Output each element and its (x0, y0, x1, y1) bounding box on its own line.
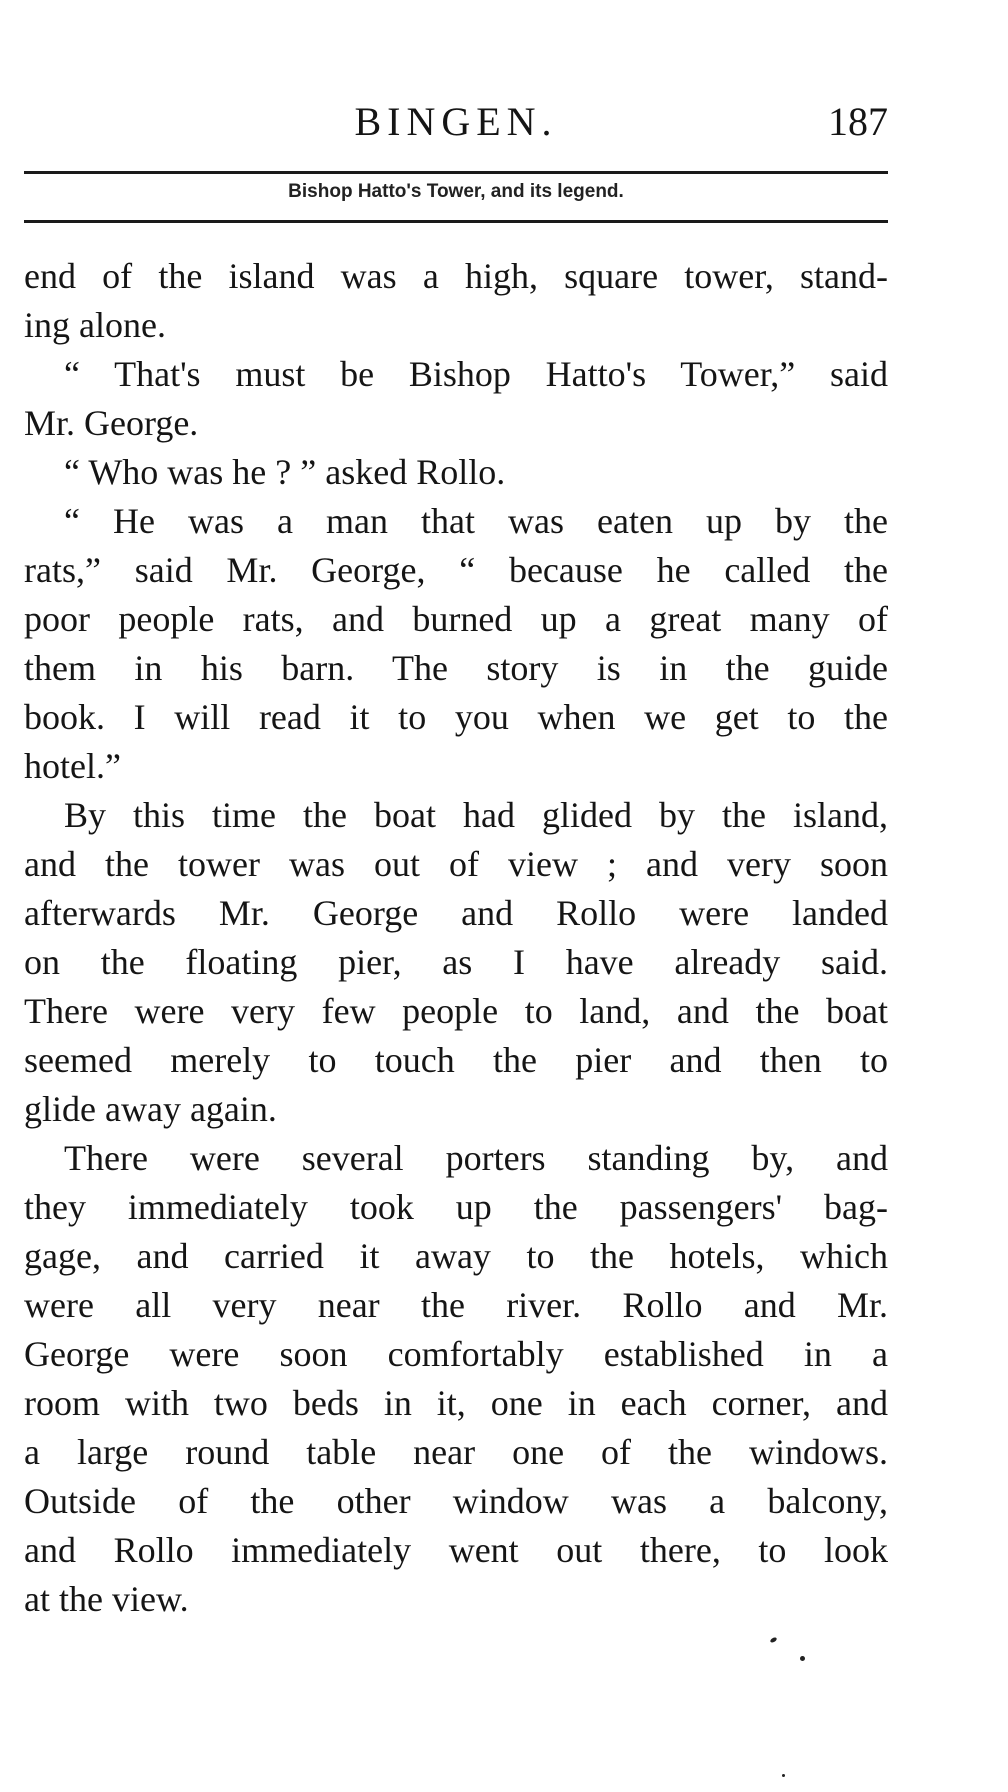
text-line: and Rollo immediately went out there, to look (24, 1530, 888, 1570)
text-line: There were very few people to land, and the boat (24, 991, 888, 1031)
header-rule-top (24, 171, 888, 174)
text-line: they immediately took up the passengers' bag- (24, 1187, 888, 1227)
text-line: afterwards Mr. George and Rollo were landed (24, 893, 888, 933)
text-line: By this time the boat had glided by the island, (64, 795, 888, 835)
page-number: 187 (828, 99, 888, 144)
section-subtitle: Bishop Hatto's Tower, and its legend. (288, 181, 624, 202)
text-line: “ That's must be Bishop Hatto's Tower,” said (64, 354, 888, 394)
text-line: a large round table near one of the windows. (24, 1432, 888, 1472)
body-text (24, 252, 888, 1624)
text-line: Outside of the other window was a balcony, (24, 1481, 888, 1521)
text-line: rats,” said Mr. George, “ because he called the (24, 550, 888, 590)
text-line: hotel.” (24, 746, 121, 786)
text-line: Mr. George. (24, 403, 199, 443)
chapter-title: BINGEN. (354, 99, 558, 144)
ink-speck (800, 1656, 805, 1661)
text-line: them in his barn. The story is in the guide (24, 648, 888, 688)
text-line: room with two beds in it, one in each corner, and (24, 1383, 888, 1423)
ink-speck (769, 1637, 777, 1644)
header-rule-bottom (24, 220, 888, 223)
text-line: book. I will read it to you when we get to the (24, 697, 888, 737)
text-line: There were several porters standing by, and (64, 1138, 888, 1178)
text-line: “ He was a man that was eaten up by the (64, 501, 888, 541)
text-line: George were soon comfortably established in a (24, 1334, 888, 1374)
text-line: “ Who was he ? ” asked Rollo. (64, 452, 506, 492)
text-line: gage, and carried it away to the hotels, which (24, 1236, 888, 1276)
text-line: and the tower was out of view ; and very soon (24, 844, 888, 884)
running-head (24, 98, 888, 148)
text-line: ing alone. (24, 305, 166, 345)
text-line: end of the island was a high, square tower, stand- (24, 256, 888, 296)
text-line: on the floating pier, as I have already said. (24, 942, 888, 982)
text-line: at the view. (24, 1579, 189, 1619)
text-line: poor people rats, and burned up a great many of (24, 599, 888, 639)
text-line: glide away again. (24, 1089, 277, 1129)
text-line: were all very near the river. Rollo and Mr. (24, 1285, 888, 1325)
ink-speck (782, 1774, 785, 1777)
text-line: seemed merely to touch the pier and then to (24, 1040, 888, 1080)
